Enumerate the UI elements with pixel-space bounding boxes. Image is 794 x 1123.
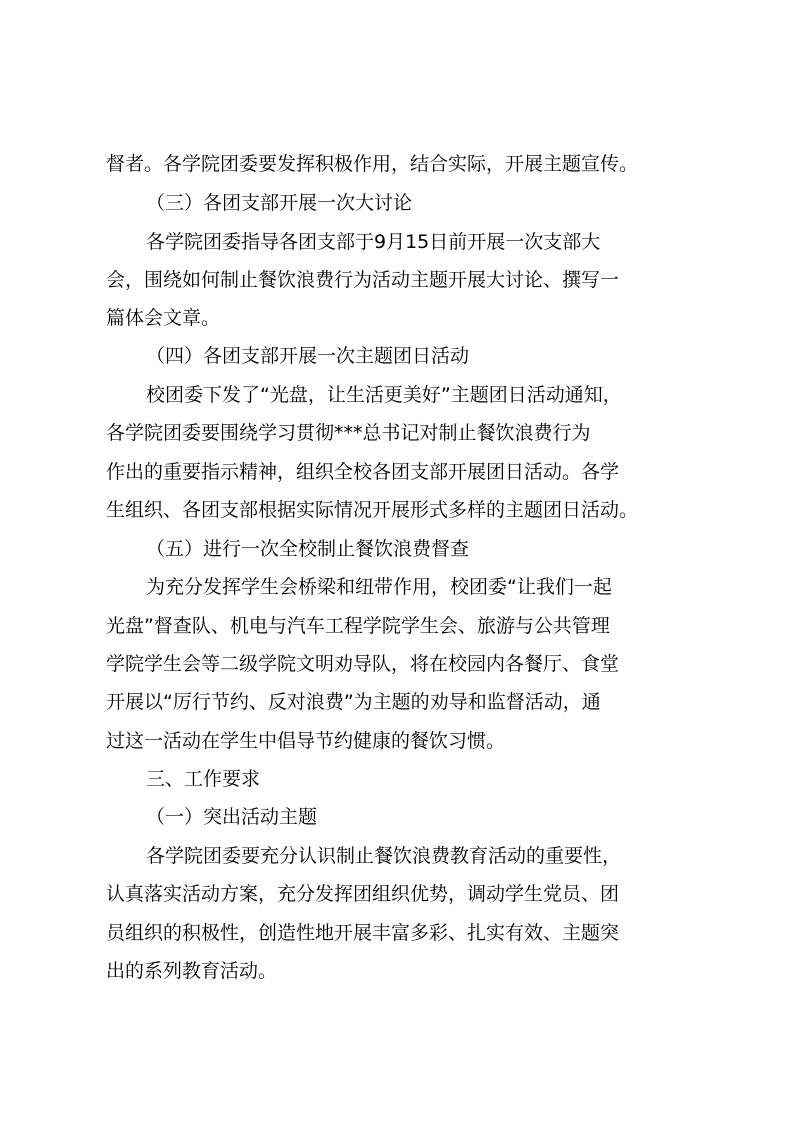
section-heading: （三）各团支部开展一次大讨论 [146, 192, 413, 214]
paragraph-line: 出的系列教育活动。 [106, 960, 278, 982]
paragraph-line: 篇体会文章。 [106, 307, 221, 329]
paragraph-line: 认真落实活动方案，充分发挥团组织优势，调动学生党员、团 [106, 883, 620, 905]
paragraph-line: 作出的重要指示精神，组织全校各团支部开展团日活动。各学 [106, 461, 620, 483]
section-heading: 三、工作要求 [146, 768, 261, 790]
section-heading: （一）突出活动主题 [146, 806, 318, 828]
paragraph-line: 督者。各学院团委要发挥积极作用，结合实际，开展主题宣传。 [106, 153, 639, 175]
paragraph-line: 员组织的积极性，创造性地开展丰富多彩、扎实有效、主题突 [106, 922, 620, 944]
paragraph-line: 过这一活动在学生中倡导节约健康的餐饮习惯。 [106, 730, 506, 752]
paragraph-line: 各学院团委要充分认识制止餐饮浪费教育活动的重要性， [146, 845, 622, 867]
paragraph-line: 各学院团委要围绕学习贯彻***总书记对制止餐饮浪费行为 [106, 422, 591, 444]
section-heading: （五）进行一次全校制止餐饮浪费督查 [146, 538, 470, 560]
paragraph-line: 开展以“厉行节约、反对浪费”为主题的劝导和监督活动，通 [106, 691, 601, 713]
paragraph-line: 生组织、各团支部根据实际情况开展形式多样的主题团日活动。 [106, 499, 639, 521]
paragraph-line: 光盘”督查队、机电与汽车工程学院学生会、旅游与公共管理 [106, 615, 610, 637]
section-heading: （四）各团支部开展一次主题团日活动 [146, 345, 470, 367]
paragraph-line: 会，围绕如何制止餐饮浪费行为活动主题开展大讨论、撰写一 [106, 269, 620, 291]
paragraph-line: 校团委下发了“光盘，让生活更美好”主题团日活动通知， [146, 384, 622, 406]
paragraph-line: 各学院团委指导各团支部于9月15日前开展一次支部大 [146, 231, 601, 253]
paragraph-line: 学院学生会等二级学院文明劝导队，将在校园内各餐厅、食堂 [106, 653, 620, 675]
paragraph-line: 为充分发挥学生会桥梁和纽带作用，校团委“让我们一起 [146, 576, 612, 598]
